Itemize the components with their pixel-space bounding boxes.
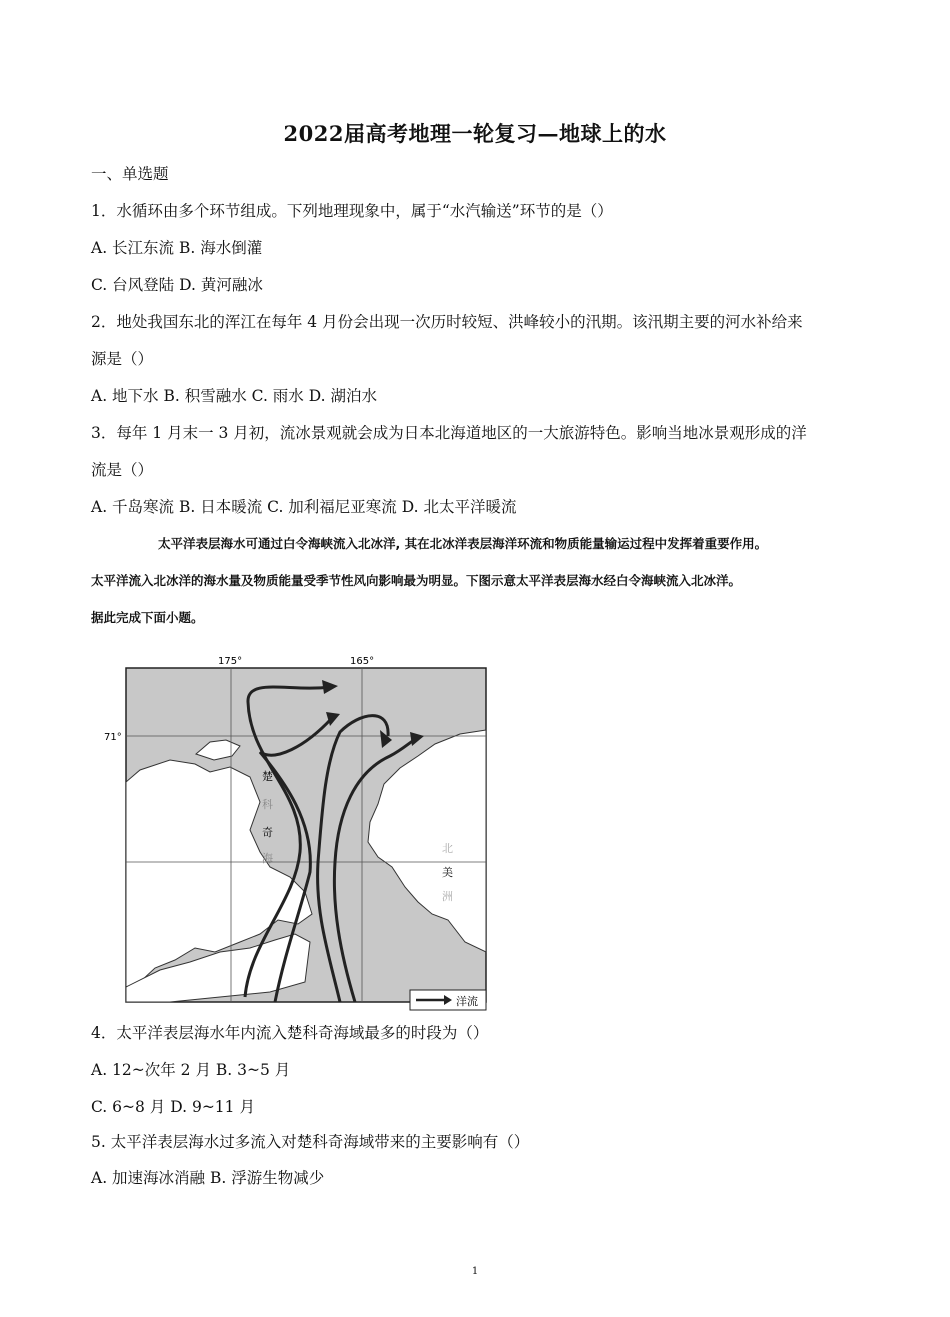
- legend-label: 洋流: [456, 995, 478, 1008]
- question-4-stem: 4．太平洋表层海水年内流入楚科奇海域最多的时段为（）: [91, 1024, 489, 1042]
- question-1-options-ab: A. 长江东流 B. 海水倒灌: [91, 239, 263, 257]
- question-5-stem: 5. 太平洋表层海水过多流入对楚科奇海域带来的主要影响有（）: [91, 1133, 530, 1151]
- sea-label-char-4: 海: [262, 852, 273, 865]
- question-1-options-cd: C. 台风登陆 D. 黄河融冰: [91, 276, 263, 294]
- sea-label-char-1: 楚: [262, 770, 273, 783]
- question-4-options-ab: A. 12~次年 2 月 B. 3~5 月: [91, 1061, 291, 1079]
- continent-label-char-2: 美: [442, 866, 453, 879]
- question-1-stem: 1．水循环由多个环节组成。下列地理现象中，属于“水汽输送”环节的是（）: [91, 202, 613, 220]
- question-2-stem-line2: 源是（）: [91, 350, 154, 368]
- question-4-options-cd: C. 6~8 月 D. 9~11 月: [91, 1098, 255, 1116]
- lon-label-175: 175°: [218, 656, 243, 667]
- continent-label-char-3: 洲: [442, 890, 453, 903]
- lon-label-165: 165°: [350, 656, 375, 667]
- context-line-1: 太平洋表层海水可通过白令海峡流入北冰洋, 其在北冰洋表层海洋环流和物质能量输运过程中发挥着重要作用。: [158, 536, 768, 551]
- bering-strait-map: [100, 652, 500, 1022]
- context-line-2: 太平洋流入北冰洋的海水量及物质能量受季节性风向影响最为明显。下图示意太平洋表层海水经白令海峡流入北冰洋。: [91, 573, 742, 588]
- lat-label-71: 71°: [104, 732, 122, 743]
- page-number: 1: [471, 1266, 479, 1277]
- question-5-options-ab: A. 加速海冰消融 B. 浮游生物减少: [91, 1169, 325, 1187]
- question-2-options: A. 地下水 B. 积雪融水 C. 雨水 D. 湖泊水: [91, 387, 377, 405]
- continent-label-char-1: 北: [442, 842, 453, 855]
- page-title: 2022届高考地理一轮复习—地球上的水: [283, 121, 667, 146]
- question-3-stem-line1: 3．每年 1 月末一 3 月初，流冰景观就会成为日本北海道地区的一大旅游特色。影响当地冰景观形成的洋: [91, 424, 807, 442]
- question-2-stem-line1: 2．地处我国东北的浑江在每年 4 月份会出现一次历时较短、洪峰较小的汛期。该汛期主要的河水补给来: [91, 313, 803, 331]
- question-3-stem-line2: 流是（）: [91, 461, 154, 479]
- sea-label-char-3: 奇: [262, 826, 273, 839]
- question-3-options: A. 千岛寒流 B. 日本暖流 C. 加利福尼亚寒流 D. 北太平洋暖流: [91, 498, 517, 516]
- section-heading: 一、单选题: [91, 165, 169, 183]
- context-line-3: 据此完成下面小题。: [91, 610, 204, 625]
- sea-label-char-2: 科: [262, 798, 273, 811]
